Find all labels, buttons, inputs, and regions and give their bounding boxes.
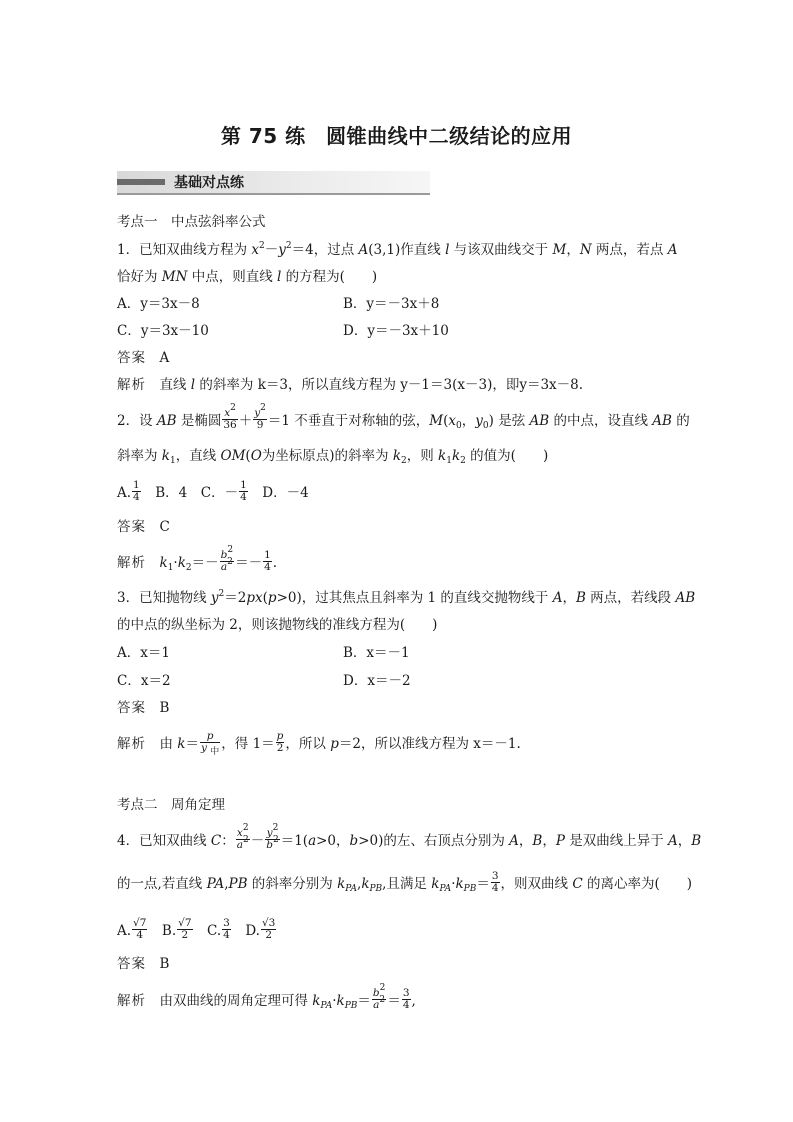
- q3-stem-line1: 3．已知抛物线 $y^2=2px(p>0)$，过其焦点且斜率为 1 的直线交抛物线于 A，B 两点，若线段 AB: [117, 589, 696, 606]
- q4-answer: 答案 B: [117, 956, 170, 972]
- q3-explanation: 解析 由 k＝ $\frac{p}{y _中}$ ，得 1＝ $\frac{p}{2}$ ，所以 p＝2，所以准线方程为 x＝－1.: [117, 730, 521, 757]
- q1-option-b: B．y＝－3x＋8: [343, 296, 440, 312]
- page-title: 第 75 练 圆锥曲线中二级结论的应用: [220, 124, 573, 148]
- q3-answer: 答案 B: [117, 700, 170, 716]
- topic-heading-1: 考点一 中点弦斜率公式: [117, 214, 266, 230]
- q2-stem-line2: 斜率为 $k_1$，直线 OM(O为坐标原点)的斜率为 $k_2$，则 $k_1k_2$ 的值为( ): [117, 448, 549, 466]
- q1-option-d: D．y＝－3x＋10: [343, 323, 449, 339]
- q4-stem-line2: 的一点,若直线 PA,PB 的斜率分别为 $k_{PA},k_{PB}$,且满足 $k_{PA}\cdot k_{PB}=$ $\frac{3}{4}$ ，则双曲线 C 的离心率为( ): [117, 870, 692, 894]
- q3-option-b: B．x＝－1: [343, 645, 410, 661]
- q2-answer: 答案 C: [117, 519, 170, 535]
- q4-explanation: 解析 由双曲线的周角定理可得 $k_{PA}\cdot k_{PB}=$ $\frac{b^2}{a^2}$ ＝ $\frac{3}{4}$ ,: [117, 983, 416, 1011]
- q1-option-a: A．y＝3x－8: [117, 296, 200, 312]
- q3-option-a: A．x＝1: [117, 645, 170, 661]
- q1-option-c: C．y＝3x－10: [117, 323, 209, 339]
- q4-stem-line1: 4．已知双曲线 C： $\frac{x^2}{a^2}$ － $\frac{y^2}{b^2}$ ＝1(a>0，b>0)的左、右顶点分别为 A，B，P 是双曲线上异于 A，B: [117, 823, 702, 851]
- q2-options: A. $\frac{1}{4}$ B．4 C．－ $\frac{1}{4}$ D．－4: [117, 479, 309, 503]
- q2-explanation: 解析 $k_1\cdot k_2=-$ $\frac{b^2}{a^2}$ ＝－ $\frac{1}{4}$ .: [117, 545, 278, 573]
- q1-explanation: 解析 直线 l 的斜率为 k＝3，所以直线方程为 y－1＝3(x－3)，即y＝3x－8.: [117, 377, 584, 393]
- q4-options: A. $\frac{√7}{4}$ B. $\frac{√7}{2}$ C. $\frac{3}{4}$ D. $\frac{√3}{2}$: [117, 917, 276, 941]
- q1-answer: 答案 A: [117, 350, 170, 366]
- q1-stem-line1: 1．已知双曲线方程为 $x^2-y^2=4$，过点 A(3,1)作直线 l 与该双曲线交于 M，N 两点，若点 A: [117, 241, 678, 258]
- q3-option-d: D．x＝－2: [343, 673, 411, 689]
- section-bar-mark: [117, 179, 165, 185]
- q1-stem-line2: 恰好为 MN 中点，则直线 l 的方程为( ): [117, 269, 378, 285]
- q2-stem-line1: 2．设 AB 是椭圆 $\frac{x^2}{36}$ ＋ $\frac{y^2}{9}$ ＝1 不垂直于对称轴的弦，$M(x_0$，$y_0$) 是弦 AB 的中点，设直线 AB 的: [117, 403, 690, 431]
- section-header: [117, 171, 430, 195]
- section-label: 基础对点练: [174, 175, 244, 191]
- q3-option-c: C．x＝2: [117, 673, 171, 689]
- topic-heading-2: 考点二 周角定理: [117, 797, 225, 813]
- q3-stem-line2: 的中点的纵坐标为 2，则该抛物线的准线方程为( ): [117, 617, 438, 633]
